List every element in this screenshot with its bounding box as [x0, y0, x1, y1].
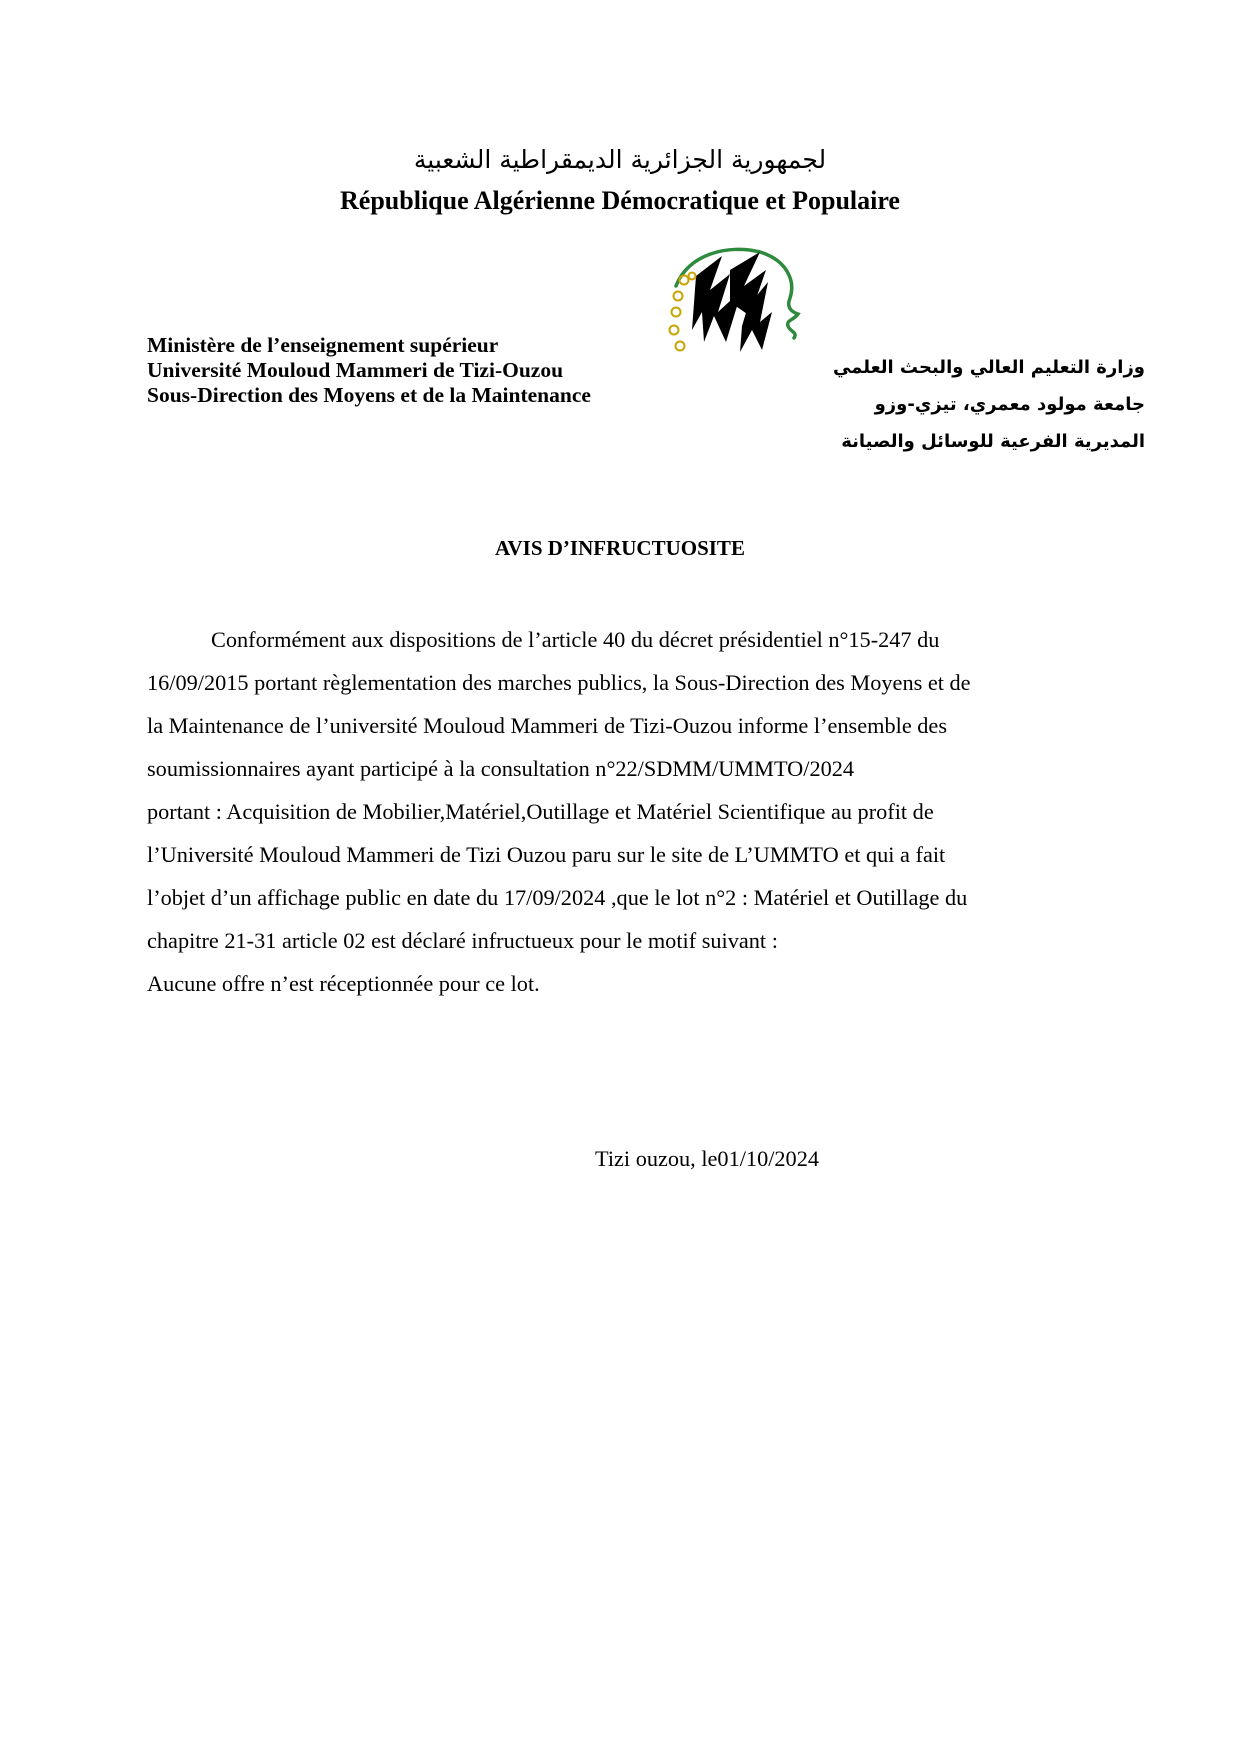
place-date-signature: Tizi ouzou, le01/10/2024 — [595, 1146, 820, 1171]
body-line: Conformément aux dispositions de l’article 40 du décret présidentiel n°15-247 du — [211, 627, 940, 652]
body-line: portant : Acquisition de Mobilier,Matériel,Outillage et Matériel Scientifique au profit de — [147, 799, 934, 824]
university-line: Université Mouloud Mammeri de Tizi-Ouzou — [147, 358, 564, 382]
body-line: l’objet d’un affichage public en date du 17/09/2024 ,que le lot n°2 : Matériel et Outillage du — [147, 885, 968, 910]
sub-direction-line: Sous-Direction des Moyens et de la Maintenance — [147, 383, 591, 407]
notice-body — [147, 618, 1067, 1005]
body-line: Aucune offre n’est réceptionnée pour ce lot. — [147, 971, 540, 996]
sub-direction-line-arabic: المديرية الفرعية للوسائل والصيانة — [841, 431, 1145, 452]
body-line: soumissionnaires ayant participé à la consultation n°22/SDMM/UMMTO/2024 — [147, 756, 855, 781]
institution-block-arabic — [785, 349, 1145, 460]
body-line: chapitre 21-31 article 02 est déclaré infructueux pour le motif suivant : — [147, 928, 778, 953]
ministry-line-arabic: وزارة التعليم العالي والبحث العلمي — [832, 357, 1145, 378]
body-line: 16/09/2015 portant règlementation des marches publics, la Sous-Direction des Moyens et de — [147, 670, 971, 695]
ministry-line: Ministère de l’enseignement supérieur — [147, 333, 499, 357]
university-line-arabic: جامعة مولود معمري، تيزي-وزو — [874, 394, 1145, 415]
arabic-republic-header: لجمهورية الجزائرية الديمقراطية الشعبية — [413, 145, 827, 174]
body-line: la Maintenance de l’université Mouloud Mammeri de Tizi-Ouzou informe l’ensemble des — [147, 713, 948, 738]
body-line: l’Université Mouloud Mammeri de Tizi Ouzou paru sur le site de L’UMMTO et qui a fait — [147, 842, 946, 867]
notice-title: AVIS D’INFRUCTUOSITE — [495, 536, 745, 560]
french-republic-header: République Algérienne Démocratique et Populaire — [340, 186, 900, 215]
institution-block-french — [147, 333, 591, 408]
